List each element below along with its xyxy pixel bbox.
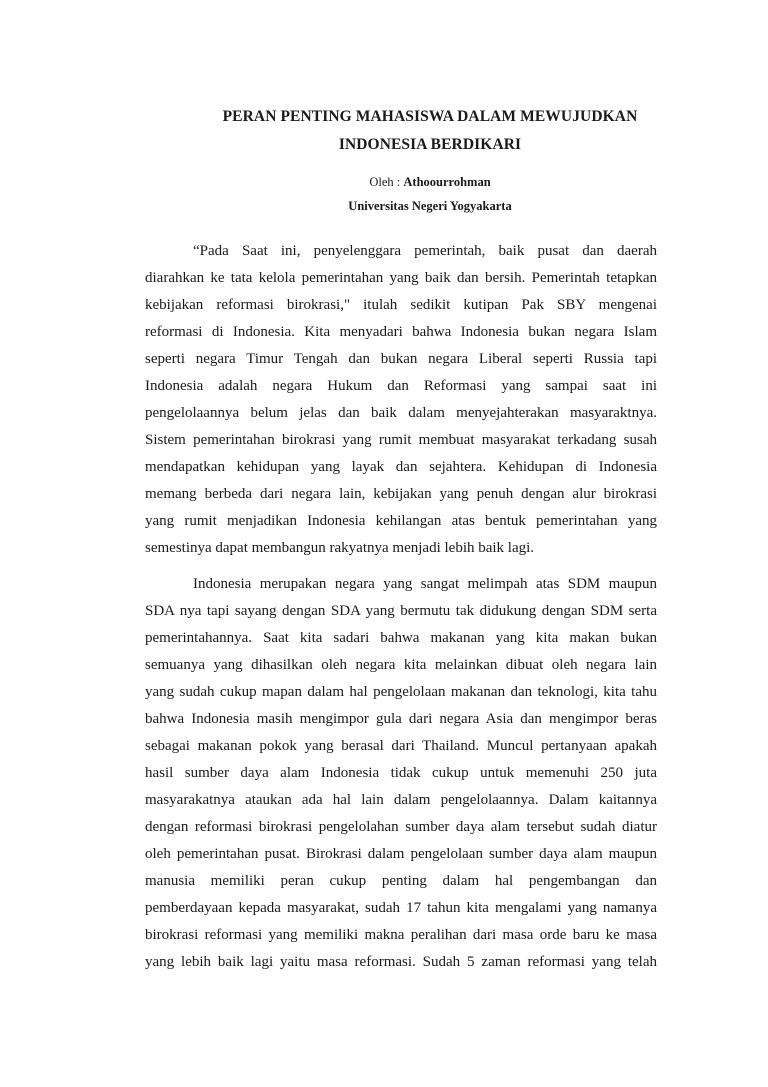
paragraph-line: yang sudah cukup mapan dalam hal pengelolaan makanan dan teknologi, kita tahu xyxy=(145,684,657,700)
paragraph-line: kebijakan reformasi birokrasi," itulah sedikit kutipan Pak SBY mengenai xyxy=(145,297,657,313)
paragraph-line: diarahkan ke tata kelola pemerintahan yang baik dan bersih. Pemerintah tetapkan xyxy=(145,270,657,286)
document-title-line-2: INDONESIA BERDIKARI xyxy=(338,136,522,153)
paragraph-line: bahwa Indonesia masih mengimpor gula dari negara Asia dan mengimpor beras xyxy=(145,711,657,727)
paragraph-line: mendapatkan kehidupan yang layak dan sejahtera. Kehidupan di Indonesia xyxy=(145,459,657,475)
author-affiliation: Universitas Negeri Yogyakarta xyxy=(348,199,512,213)
author-by-label: Oleh : xyxy=(369,175,401,189)
paragraph-line: SDA nya tapi sayang dengan SDA yang bermutu tak didukung dengan SDM serta xyxy=(145,603,657,619)
paragraph-line: yang lebih baik lagi yaitu masa reformasi. Sudah 5 zaman reformasi yang telah xyxy=(145,954,657,970)
paragraph-line: Sistem pemerintahan birokrasi yang rumit membuat masyarakat terkadang susah xyxy=(145,432,657,448)
paragraph-line: pemberdayaan kepada masyarakat, sudah 17 tahun kita mengalami yang namanya xyxy=(145,900,657,916)
paragraph-line: Indonesia adalah negara Hukum dan Reformasi yang sampai saat ini xyxy=(145,378,657,394)
paragraph-line: birokrasi reformasi yang memiliki makna peralihan dari masa orde baru ke masa xyxy=(145,927,657,943)
paragraph-line: “Pada Saat ini, penyelenggara pemerintah, baik pusat dan daerah xyxy=(193,243,657,259)
paragraph-line: pengelolaannya belum jelas dan baik dalam menyejahterakan masyaraktnya. xyxy=(145,405,657,421)
paragraph-line: masyarakatnya ataukan ada hal lain dalam pengelolaannya. Dalam kaitannya xyxy=(145,792,657,808)
document-title-line-1: PERAN PENTING MAHASISWA DALAM MEWUJUDKAN xyxy=(222,108,638,125)
author-byline xyxy=(140,175,720,190)
author-name: Athoourrohman xyxy=(403,175,491,189)
paragraph-line: seperti negara Timur Tengah dan bukan negara Liberal seperti Russia tapi xyxy=(145,351,657,367)
paragraph-line: oleh pemerintahan pusat. Birokrasi dalam pengelolaan sumber daya alam maupun xyxy=(145,846,657,862)
paragraph-line: sebagai makanan pokok yang berasal dari Thailand. Muncul pertanyaan apakah xyxy=(145,738,657,754)
paragraph-line: memang berbeda dari negara lain, kebijakan yang penuh dengan alur birokrasi xyxy=(145,486,657,502)
paragraph-line: dengan reformasi birokrasi pengelolahan sumber daya alam tersebut sudah diatur xyxy=(145,819,657,835)
paragraph-line: yang rumit menjadikan Indonesia kehilangan atas bentuk pemerintahan yang xyxy=(145,513,657,529)
paragraph-line: pemerintahannya. Saat kita sadari bahwa makanan yang kita makan bukan xyxy=(145,630,657,646)
paragraph-line: Indonesia merupakan negara yang sangat melimpah atas SDM maupun xyxy=(193,576,657,592)
paragraph-line: manusia memiliki peran cukup penting dalam hal pengembangan dan xyxy=(145,873,657,889)
paragraph-line: hasil sumber daya alam Indonesia tidak cukup untuk memenuhi 250 juta xyxy=(145,765,657,781)
paragraph-line: reformasi di Indonesia. Kita menyadari bahwa Indonesia bukan negara Islam xyxy=(145,324,657,340)
paragraph-line: semuanya yang dihasilkan oleh negara kita melainkan dibuat oleh negara lain xyxy=(145,657,657,673)
paragraph-line: semestinya dapat membangun rakyatnya menjadi lebih baik lagi. xyxy=(145,540,535,556)
